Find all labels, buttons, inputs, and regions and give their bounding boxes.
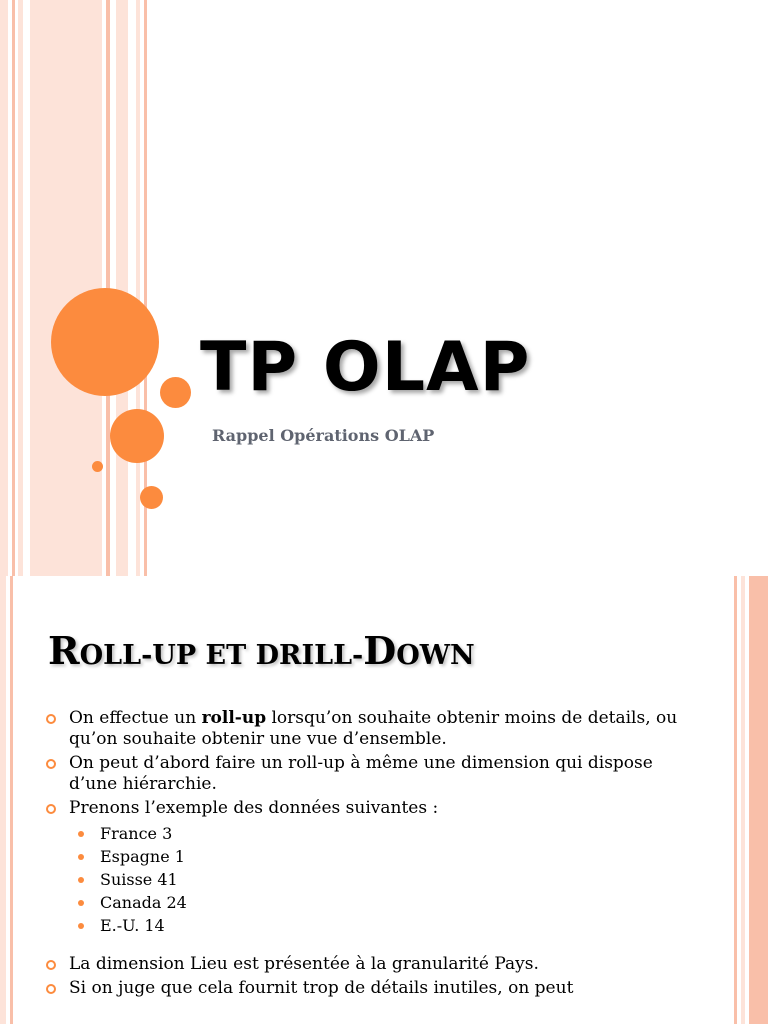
- slide-subtitle: Rappel Opérations OLAP: [212, 426, 435, 445]
- decorative-stripe: [18, 0, 23, 576]
- decorative-stripe: [116, 0, 128, 576]
- bullet-ring-icon: [46, 759, 56, 769]
- decorative-circle-medium: [110, 409, 164, 463]
- bullet-ring-icon: [46, 960, 56, 970]
- decorative-circle-small: [140, 486, 163, 509]
- title-text: OWN: [396, 640, 475, 671]
- bullet-item: [44, 798, 704, 819]
- sub-list-item: [44, 868, 704, 891]
- sub-item-text: France 3: [100, 824, 173, 843]
- decorative-stripe: [749, 576, 768, 1024]
- bullet-ring-icon: [46, 804, 56, 814]
- decorative-stripe: [734, 576, 737, 1024]
- decorative-stripe: [12, 0, 15, 576]
- decorative-stripe: [0, 576, 6, 1024]
- bullet-dot-icon: [78, 900, 84, 906]
- decorative-circle-small: [160, 377, 191, 408]
- bullet-bold-term: roll-up: [201, 708, 267, 728]
- sub-list-item: [44, 845, 704, 868]
- title-text: OLL-UP ET DRILL-: [79, 640, 364, 671]
- decorative-stripe: [0, 0, 8, 576]
- decorative-stripe: [136, 0, 140, 576]
- sub-item-text: Espagne 1: [100, 847, 185, 866]
- decorative-circle-large: [51, 288, 159, 396]
- sub-list-item: [44, 822, 704, 845]
- bullet-text: On effectue un: [69, 708, 202, 728]
- bullet-item: [44, 978, 704, 999]
- sub-item-text: E.-U. 14: [100, 916, 165, 935]
- sub-list-item: [44, 891, 704, 914]
- bullet-dot-icon: [78, 831, 84, 837]
- bullet-text: On peut d’abord faire un roll-up à même une dimension qui dispose d’une hiérarchie.: [69, 753, 653, 794]
- sub-item-text: Canada 24: [100, 893, 187, 912]
- bullet-text: Si on juge que cela fournit trop de détails inutiles, on peut: [69, 978, 574, 998]
- bullet-dot-icon: [78, 877, 84, 883]
- content-slide-title: [48, 626, 475, 681]
- bullet-dot-icon: [78, 854, 84, 860]
- bullet-ring-icon: [46, 714, 56, 724]
- bullet-text: La dimension Lieu est présentée à la granularité Pays.: [69, 954, 539, 974]
- decorative-stripe: [741, 576, 745, 1024]
- decorative-circle-tiny: [92, 461, 103, 472]
- sub-list-item: [44, 914, 704, 937]
- title-initial: D: [363, 628, 397, 673]
- sub-item-text: Suisse 41: [100, 870, 178, 889]
- decorative-stripe: [30, 0, 102, 576]
- bullet-list: [44, 708, 704, 1002]
- bullet-item: [44, 753, 704, 795]
- bullet-text: Prenons l’exemple des données suivantes :: [69, 798, 439, 818]
- spacer: [44, 937, 704, 954]
- decorative-stripe: [10, 576, 13, 1024]
- bullet-dot-icon: [78, 923, 84, 929]
- bullet-text: lorsqu’on souhaite obtenir moins de details, ou qu’on souhaite obtenir une vue d’ensemble.: [69, 708, 678, 749]
- bullet-item: [44, 708, 704, 750]
- bullet-item: [44, 954, 704, 975]
- title-initial: R: [48, 628, 80, 673]
- bullet-ring-icon: [46, 984, 56, 994]
- slide-title: TP OLAP: [200, 328, 531, 407]
